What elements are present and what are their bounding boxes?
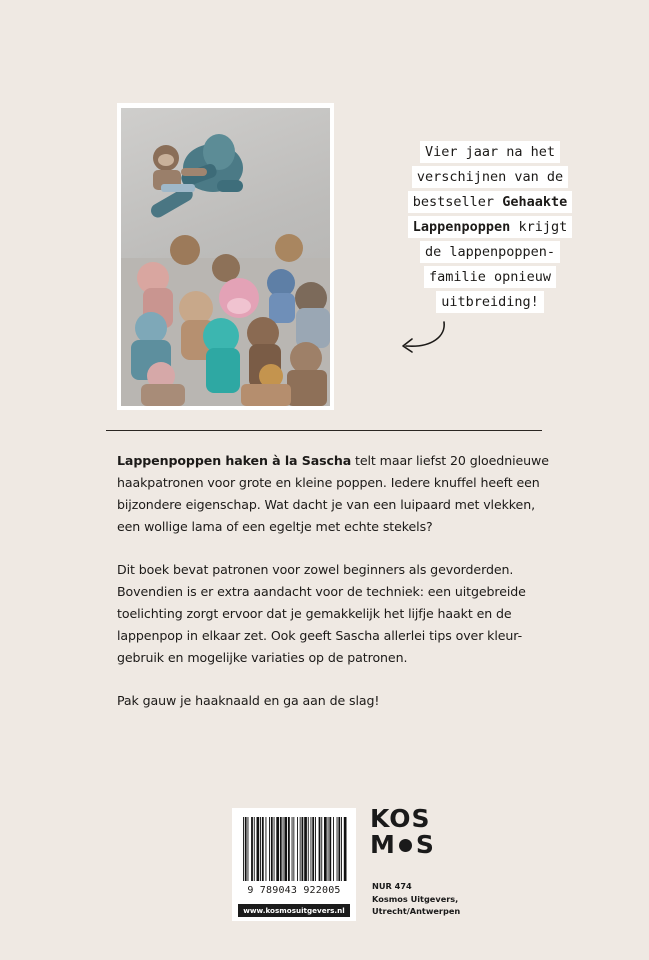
logo-dot-icon (399, 839, 412, 852)
blurb-line: Lappenpoppen haken à la Sascha telt maar liefst 20 gloednieuwe (117, 453, 549, 468)
blurb-line: Pak gauw je haaknaald en ga aan de slag! (117, 693, 380, 708)
publisher-website: www.kosmosuitgevers.nl (238, 904, 350, 917)
blurb-line: lappenpop in elkaar zet. Ook geeft Sascha allerlei tips over kleur- (117, 628, 523, 643)
intro-quote (370, 140, 610, 315)
logo-row-bottom: M S (370, 830, 435, 859)
publisher-city: Utrecht/Antwerpen (372, 906, 461, 916)
blurb-line: bijzondere eigenschap. Wat dacht je van een luipaard met vlekken, (117, 497, 535, 512)
dolls-illustration (121, 108, 330, 406)
kosmos-logo (370, 806, 435, 858)
blurb-line: gebruik en mogelijke variaties op de patronen. (117, 650, 408, 665)
blurb (117, 450, 547, 733)
blurb-line: toelichting zorgt ervoor dat je gemakkelijk het lijfje haakt en de (117, 606, 512, 621)
quote-line: bestseller Gehaakte (370, 190, 610, 215)
crochet-dolls-photo (121, 108, 330, 406)
barcode-icon (241, 817, 347, 881)
blurb-paragraph-3 (117, 690, 547, 712)
quote-line: verschijnen van de (370, 165, 610, 190)
blurb-line: een wollige lama of een egeltje met echte stekels? (117, 519, 433, 534)
logo-row-top: KOS (370, 804, 431, 833)
cover-photo-frame (117, 103, 334, 410)
quote-line: Lappenpoppen krijgt (370, 215, 610, 240)
quote-line: uitbreiding! (370, 290, 610, 315)
quote-line: familie opnieuw (370, 265, 610, 290)
publisher-name: Kosmos Uitgevers, (372, 893, 459, 904)
blurb-line: haakpatronen voor grote en kleine poppen. Iedere knuffel heeft een (117, 475, 540, 490)
quote-line: Vier jaar na het (370, 140, 610, 165)
quote-line: de lappenpoppen- (370, 240, 610, 265)
nur-code: NUR 474 (372, 881, 412, 891)
publisher-info (372, 880, 460, 918)
isbn-number: 9 789043 922005 (247, 885, 341, 896)
divider (106, 430, 542, 431)
blurb-line: Dit boek bevat patronen voor zowel beginners als gevorderden. (117, 562, 514, 577)
blurb-line: Bovendien is er extra aandacht voor de techniek: een uitgebreide (117, 584, 526, 599)
blurb-paragraph-1 (117, 450, 547, 538)
curved-arrow-icon (398, 318, 450, 358)
barcode-box (232, 808, 356, 921)
blurb-paragraph-2 (117, 559, 547, 669)
